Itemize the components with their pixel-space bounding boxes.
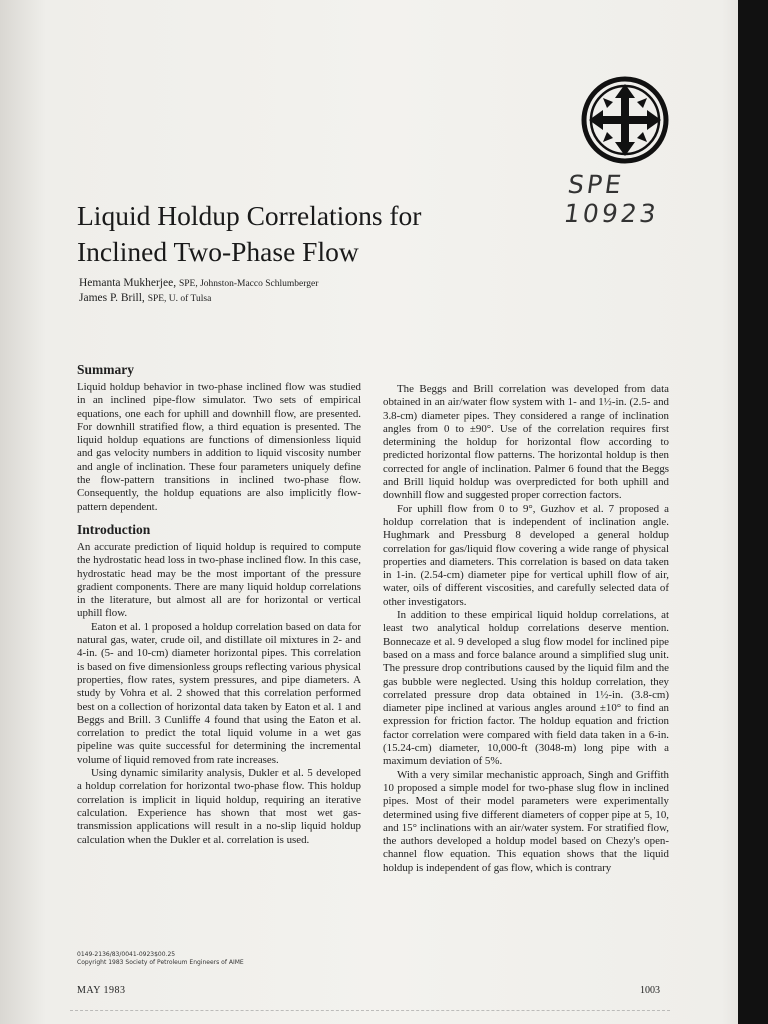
page-number: 1003 [640,985,660,996]
copyright-text: Copyright 1983 Society of Petroleum Engineers of AIME [77,959,244,966]
title-line-2: Inclined Two-Phase Flow [77,236,359,267]
intro-paragraph-3: Using dynamic similarity analysis, Dukler et al. 5 developed a holdup correlation for horizontal two-phase flow. This holdup correlation is implicit in liquid holdup, requiring an iterative calculation. Experience has shown that most wet gas-transmission applications will result in a no-slip liquid holdup calculation when the Dukler et al. correlation is used. [77,767,361,846]
right-column [383,383,669,875]
right-paragraph-1: The Beggs and Brill correlation was developed from data obtained in an air/water flow system with 1- and 1½-in. (2.5- and 3.8-cm) diameter pipes. They considered a range of inclination angles from 0 to ±90°. Use of the correlation requires first determining the holdup for horizontal flow according to predicted horizontal flow patterns. The horizontal holdup is then corrected for angle of inclination. Palmer 6 found that the Beggs and Brill liquid holdup was overpredicted for both uphill and downhill flow and suggested proper correction factors. [383,383,669,502]
intro-paragraph-2: Eaton et al. 1 proposed a holdup correlation based on data for natural gas, water, crude oil, and distillate oil mixtures in 2- and 4-in. (5- and 10-cm) diameter horizontal pipes. This correlation is based on five dimensionless groups reflecting various physical properties, flow rates, system pressures, and pipe diameters. A study by Vohra et al. 2 showed that this correlation performed best on a collection of horizontal data taken by Eaton et al. 1 and Beggs and Brill. 3 Cunliffe 4 found that using the Eaton et al. correlation to predict the total liquid volume in a wet gas pipeline was quite successful for determining the incremental volume of liquid removed from rate increases. [77,620,361,766]
scan-edge-shadow [738,0,768,1024]
author-list [79,276,499,306]
left-column [77,362,361,847]
issue-date: MAY 1983 [77,985,126,996]
paper-title [77,198,577,270]
scan-artifact [70,1010,670,1013]
right-paragraph-2: For uphill flow from 0 to 9°, Guzhov et al. 7 proposed a holdup correlation that is independent of inclination angle. Hughmark and Pressburg 8 developed a general holdup correlation for gas/liquid flow covering a wide range of physical properties and diameters. This correlation is based on data taken in 1-in. (2.54-cm) diameter pipe for vertical uphill flow of air, water, oils of different viscosities, and carefully selected data of other investigators. [383,502,669,608]
author-name: Hemanta Mukherjee, [79,277,177,289]
right-paragraph-4: With a very similar mechanistic approach, Singh and Griffith 10 proposed a simple model for two-phase slug flow in inclined pipes. Most of their model parameters were experimentally determined using five different diameters of copper pipe at 5, 10, and 15° inclinations with an air/water system. For stratified flow, the authors developed a holdup model based on Chezy's open-channel flow equation. This equation shows that the liquid holdup is independent of gas flow, which is contrary [383,768,669,874]
spe-logo-icon [581,76,669,164]
summary-heading: Summary [77,362,134,377]
copyright-code: 0149-2136/83/0041-0923$00.25 [77,951,176,958]
author-affiliation: SPE, Johnston-Macco Schlumberger [178,279,319,289]
intro-paragraph-1: An accurate prediction of liquid holdup is required to compute the hydrostatic head loss in two-phase inclined flow. In this case, hydrostatic head may be the most important of the pressure gradient components. There are many liquid holdup correlations in the literature, but almost all are for horizontal or vertical uphill flow. [77,540,361,620]
summary-paragraph: Liquid holdup behavior in two-phase inclined flow was studied in an inclined pipe-flow simulator. Two sets of empirical equations, one each for uphill and downhill flow, are presented. For downhill stratified flow, a third equation is presented. The liquid holdup equations are functions of dimensionless liquid and gas velocity numbers in addition to liquid viscosity number and angle of inclination. These four parameters uniquely define the flow-pattern transitions in inclined two-phase flow. Consequently, the holdup equations are also implicitly flow-pattern dependent. [77,381,361,513]
title-line-1: Liquid Holdup Correlations for [77,200,422,231]
author-affiliation: SPE, U. of Tulsa [147,294,212,304]
copyright-notice [77,951,377,967]
introduction-heading: Introduction [77,521,151,537]
author-line [79,276,499,291]
author-name: James P. Brill, [79,292,145,304]
right-paragraph-3: In addition to these empirical liquid holdup correlations, at least two analytical holdup correlations deserve mention. Bonnecaze et al. 9 developed a slug flow model for inclined pipe based on a mass and force balance around a simplified slug unit. The pressure drop contributions caused by the liquid film and the gas bubble were neglected. Using this holdup correlation, they correlated pressure drop data obtained in 1½-in. (3.8-cm) diameter pipe inclined at various angles around ±10° to find an expression for friction factor. The holdup equation and friction factor correlation were compared with field data taken in a 6-in. (15.24-cm) diameter, 10,000-ft (3048-m) long pipe with a maximum deviation of 5%. [383,609,669,768]
author-line [79,291,499,306]
paper-number: SPE 10923 [561,170,661,228]
